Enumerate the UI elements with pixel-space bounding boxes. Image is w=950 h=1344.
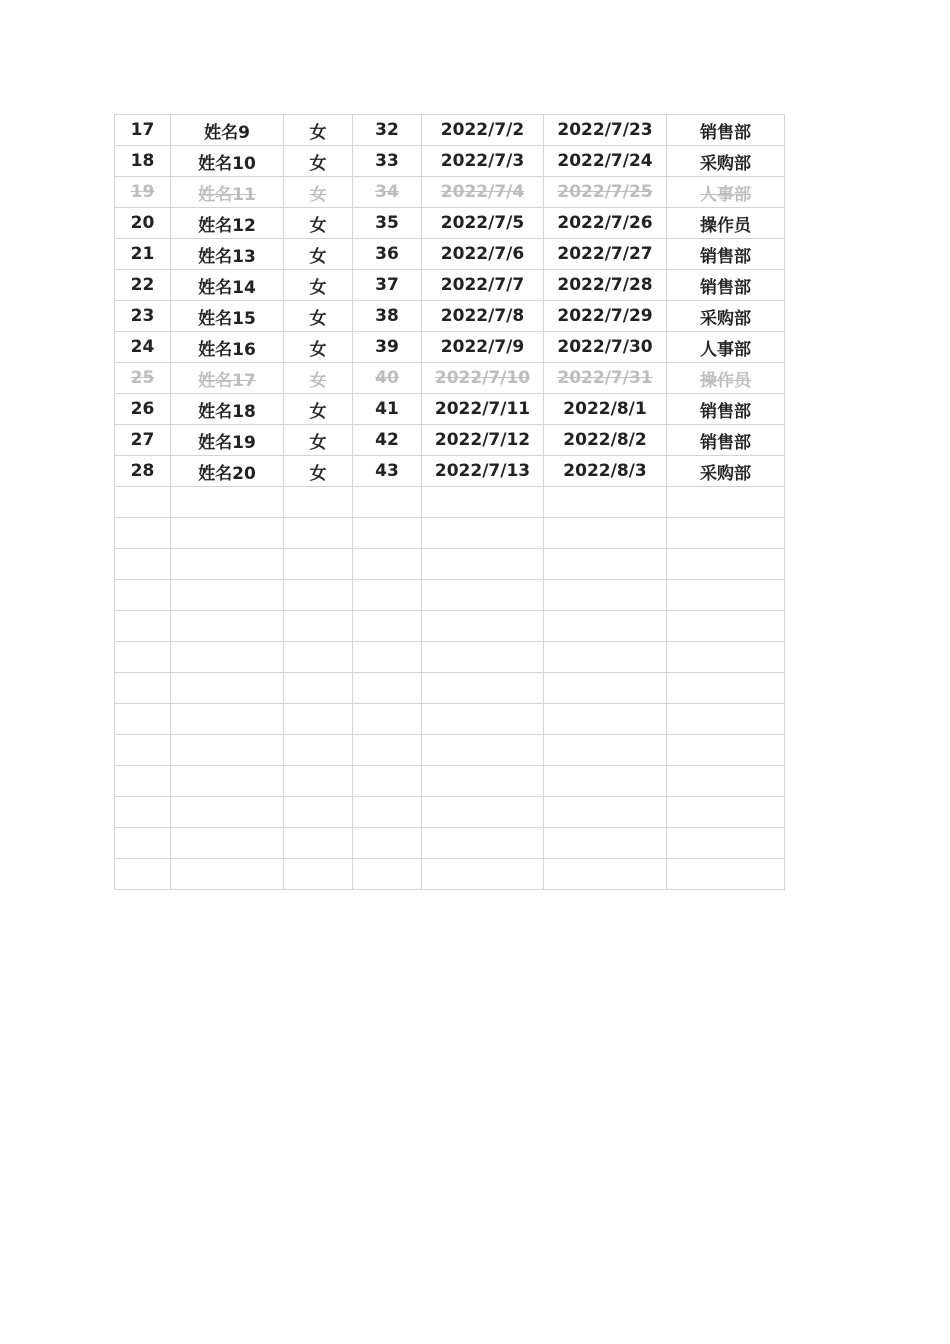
empty-cell[interactable] [115,859,171,890]
empty-cell[interactable] [667,642,785,673]
empty-cell[interactable] [422,766,544,797]
cell-gender[interactable]: 女 [284,456,353,487]
cell-gender[interactable]: 女 [284,270,353,301]
table-row[interactable] [115,146,785,177]
cell-start-date[interactable]: 2022/7/2 [422,115,544,146]
empty-cell[interactable] [544,797,667,828]
empty-cell[interactable] [115,735,171,766]
empty-row[interactable] [115,828,785,859]
empty-row[interactable] [115,549,785,580]
empty-row[interactable] [115,704,785,735]
empty-cell[interactable] [171,549,284,580]
empty-cell[interactable] [284,828,353,859]
empty-cell[interactable] [667,828,785,859]
empty-cell[interactable] [667,766,785,797]
empty-cell[interactable] [422,580,544,611]
cell-name[interactable]: 姓名18 [171,394,284,425]
empty-cell[interactable] [284,797,353,828]
cell-start-date[interactable]: 2022/7/8 [422,301,544,332]
empty-cell[interactable] [115,704,171,735]
empty-cell[interactable] [284,673,353,704]
empty-cell[interactable] [667,673,785,704]
table-body [115,115,785,890]
empty-row[interactable] [115,859,785,890]
cell-end-date[interactable]: 2022/7/30 [544,332,667,363]
table-row[interactable] [115,239,785,270]
table-row[interactable] [115,394,785,425]
empty-cell[interactable] [544,549,667,580]
cell-start-date[interactable]: 2022/7/13 [422,456,544,487]
cell-age[interactable]: 37 [353,270,422,301]
empty-cell[interactable] [422,704,544,735]
cell-gender[interactable]: 女 [284,177,353,208]
empty-cell[interactable] [422,487,544,518]
empty-cell[interactable] [667,518,785,549]
empty-cell[interactable] [422,642,544,673]
cell-name[interactable]: 姓名20 [171,456,284,487]
empty-cell[interactable] [544,704,667,735]
cell-age[interactable]: 36 [353,239,422,270]
cell-end-date[interactable]: 2022/8/3 [544,456,667,487]
cell-number[interactable]: 28 [115,456,171,487]
empty-cell[interactable] [171,611,284,642]
cell-end-date[interactable]: 2022/7/29 [544,301,667,332]
cell-start-date[interactable]: 2022/7/6 [422,239,544,270]
empty-cell[interactable] [353,549,422,580]
empty-row[interactable] [115,673,785,704]
empty-cell[interactable] [353,487,422,518]
empty-row[interactable] [115,642,785,673]
cell-age[interactable]: 35 [353,208,422,239]
table-row[interactable] [115,115,785,146]
empty-cell[interactable] [115,797,171,828]
empty-cell[interactable] [544,766,667,797]
empty-cell[interactable] [171,487,284,518]
cell-end-date[interactable]: 2022/7/27 [544,239,667,270]
cell-age[interactable]: 43 [353,456,422,487]
empty-row[interactable] [115,518,785,549]
empty-cell[interactable] [422,611,544,642]
empty-cell[interactable] [422,518,544,549]
empty-cell[interactable] [667,549,785,580]
empty-row[interactable] [115,735,785,766]
table-row[interactable] [115,363,785,394]
empty-cell[interactable] [422,673,544,704]
empty-cell[interactable] [115,766,171,797]
cell-department[interactable]: 销售部 [667,270,785,301]
empty-cell[interactable] [667,859,785,890]
cell-department[interactable]: 采购部 [667,456,785,487]
cell-age[interactable]: 33 [353,146,422,177]
empty-cell[interactable] [115,549,171,580]
cell-department[interactable]: 销售部 [667,394,785,425]
empty-cell[interactable] [171,704,284,735]
cell-gender[interactable]: 女 [284,146,353,177]
cell-age[interactable]: 39 [353,332,422,363]
cell-end-date[interactable]: 2022/7/28 [544,270,667,301]
cell-name[interactable]: 姓名11 [171,177,284,208]
empty-cell[interactable] [284,642,353,673]
empty-row[interactable] [115,487,785,518]
empty-cell[interactable] [544,735,667,766]
empty-cell[interactable] [353,611,422,642]
empty-row[interactable] [115,580,785,611]
empty-cell[interactable] [353,518,422,549]
cell-name[interactable]: 姓名13 [171,239,284,270]
empty-row[interactable] [115,797,785,828]
cell-gender[interactable]: 女 [284,332,353,363]
cell-gender[interactable]: 女 [284,425,353,456]
empty-cell[interactable] [115,580,171,611]
empty-cell[interactable] [353,828,422,859]
empty-cell[interactable] [284,580,353,611]
table-row[interactable] [115,177,785,208]
cell-age[interactable]: 32 [353,115,422,146]
cell-number[interactable]: 25 [115,363,171,394]
empty-cell[interactable] [422,797,544,828]
empty-cell[interactable] [544,580,667,611]
empty-cell[interactable] [171,859,284,890]
cell-name[interactable]: 姓名14 [171,270,284,301]
empty-cell[interactable] [353,642,422,673]
empty-cell[interactable] [115,828,171,859]
cell-start-date[interactable]: 2022/7/7 [422,270,544,301]
empty-cell[interactable] [115,611,171,642]
empty-cell[interactable] [115,518,171,549]
empty-cell[interactable] [284,735,353,766]
cell-gender[interactable]: 女 [284,394,353,425]
empty-cell[interactable] [544,859,667,890]
empty-cell[interactable] [284,704,353,735]
data-table [114,114,785,890]
cell-age[interactable]: 41 [353,394,422,425]
table-row[interactable] [115,332,785,363]
cell-name[interactable]: 姓名16 [171,332,284,363]
empty-cell[interactable] [353,735,422,766]
empty-cell[interactable] [422,828,544,859]
cell-end-date[interactable]: 2022/8/2 [544,425,667,456]
empty-cell[interactable] [284,859,353,890]
cell-number[interactable]: 18 [115,146,171,177]
empty-cell[interactable] [422,735,544,766]
cell-number[interactable]: 27 [115,425,171,456]
empty-cell[interactable] [667,611,785,642]
cell-age[interactable]: 40 [353,363,422,394]
empty-cell[interactable] [171,642,284,673]
cell-department[interactable]: 销售部 [667,425,785,456]
empty-cell[interactable] [667,580,785,611]
cell-start-date[interactable]: 2022/7/4 [422,177,544,208]
empty-cell[interactable] [353,797,422,828]
empty-cell[interactable] [353,673,422,704]
empty-cell[interactable] [667,735,785,766]
cell-name[interactable]: 姓名19 [171,425,284,456]
cell-start-date[interactable]: 2022/7/9 [422,332,544,363]
empty-cell[interactable] [544,642,667,673]
empty-cell[interactable] [284,549,353,580]
table-row[interactable] [115,301,785,332]
table-row[interactable] [115,425,785,456]
cell-number[interactable]: 21 [115,239,171,270]
cell-end-date[interactable]: 2022/8/1 [544,394,667,425]
empty-cell[interactable] [284,518,353,549]
empty-cell[interactable] [284,487,353,518]
cell-end-date[interactable]: 2022/7/25 [544,177,667,208]
cell-department[interactable]: 操作员 [667,363,785,394]
cell-number[interactable]: 23 [115,301,171,332]
cell-name[interactable]: 姓名12 [171,208,284,239]
cell-gender[interactable]: 女 [284,301,353,332]
cell-end-date[interactable]: 2022/7/26 [544,208,667,239]
cell-start-date[interactable]: 2022/7/12 [422,425,544,456]
table-row[interactable] [115,270,785,301]
empty-cell[interactable] [171,828,284,859]
empty-cell[interactable] [422,859,544,890]
empty-cell[interactable] [544,611,667,642]
empty-cell[interactable] [544,828,667,859]
empty-cell[interactable] [667,487,785,518]
cell-gender[interactable]: 女 [284,115,353,146]
empty-cell[interactable] [544,673,667,704]
cell-gender[interactable]: 女 [284,363,353,394]
cell-start-date[interactable]: 2022/7/11 [422,394,544,425]
empty-cell[interactable] [284,766,353,797]
empty-cell[interactable] [171,735,284,766]
empty-cell[interactable] [171,797,284,828]
empty-cell[interactable] [171,766,284,797]
cell-start-date[interactable]: 2022/7/10 [422,363,544,394]
cell-number[interactable]: 22 [115,270,171,301]
table-row[interactable] [115,456,785,487]
table-row[interactable] [115,208,785,239]
cell-name[interactable]: 姓名15 [171,301,284,332]
cell-number[interactable]: 26 [115,394,171,425]
cell-end-date[interactable]: 2022/7/24 [544,146,667,177]
cell-number[interactable]: 24 [115,332,171,363]
cell-department[interactable]: 销售部 [667,115,785,146]
cell-department[interactable]: 人事部 [667,177,785,208]
empty-cell[interactable] [284,611,353,642]
cell-department[interactable]: 人事部 [667,332,785,363]
empty-cell[interactable] [544,487,667,518]
cell-name[interactable]: 姓名9 [171,115,284,146]
empty-cell[interactable] [544,518,667,549]
cell-number[interactable]: 17 [115,115,171,146]
cell-start-date[interactable]: 2022/7/5 [422,208,544,239]
empty-cell[interactable] [115,487,171,518]
cell-name[interactable]: 姓名10 [171,146,284,177]
empty-cell[interactable] [667,797,785,828]
cell-end-date[interactable]: 2022/7/31 [544,363,667,394]
empty-row[interactable] [115,611,785,642]
empty-cell[interactable] [353,704,422,735]
cell-age[interactable]: 42 [353,425,422,456]
cell-name[interactable]: 姓名17 [171,363,284,394]
empty-cell[interactable] [353,766,422,797]
cell-gender[interactable]: 女 [284,239,353,270]
empty-row[interactable] [115,766,785,797]
cell-age[interactable]: 38 [353,301,422,332]
empty-cell[interactable] [171,580,284,611]
empty-cell[interactable] [422,549,544,580]
empty-cell[interactable] [115,642,171,673]
cell-department[interactable]: 采购部 [667,146,785,177]
cell-department[interactable]: 操作员 [667,208,785,239]
cell-department[interactable]: 采购部 [667,301,785,332]
cell-end-date[interactable]: 2022/7/23 [544,115,667,146]
empty-cell[interactable] [171,518,284,549]
empty-cell[interactable] [667,704,785,735]
cell-age[interactable]: 34 [353,177,422,208]
cell-start-date[interactable]: 2022/7/3 [422,146,544,177]
cell-gender[interactable]: 女 [284,208,353,239]
cell-number[interactable]: 19 [115,177,171,208]
empty-cell[interactable] [171,673,284,704]
empty-cell[interactable] [353,859,422,890]
cell-number[interactable]: 20 [115,208,171,239]
cell-department[interactable]: 销售部 [667,239,785,270]
empty-cell[interactable] [115,673,171,704]
empty-cell[interactable] [353,580,422,611]
